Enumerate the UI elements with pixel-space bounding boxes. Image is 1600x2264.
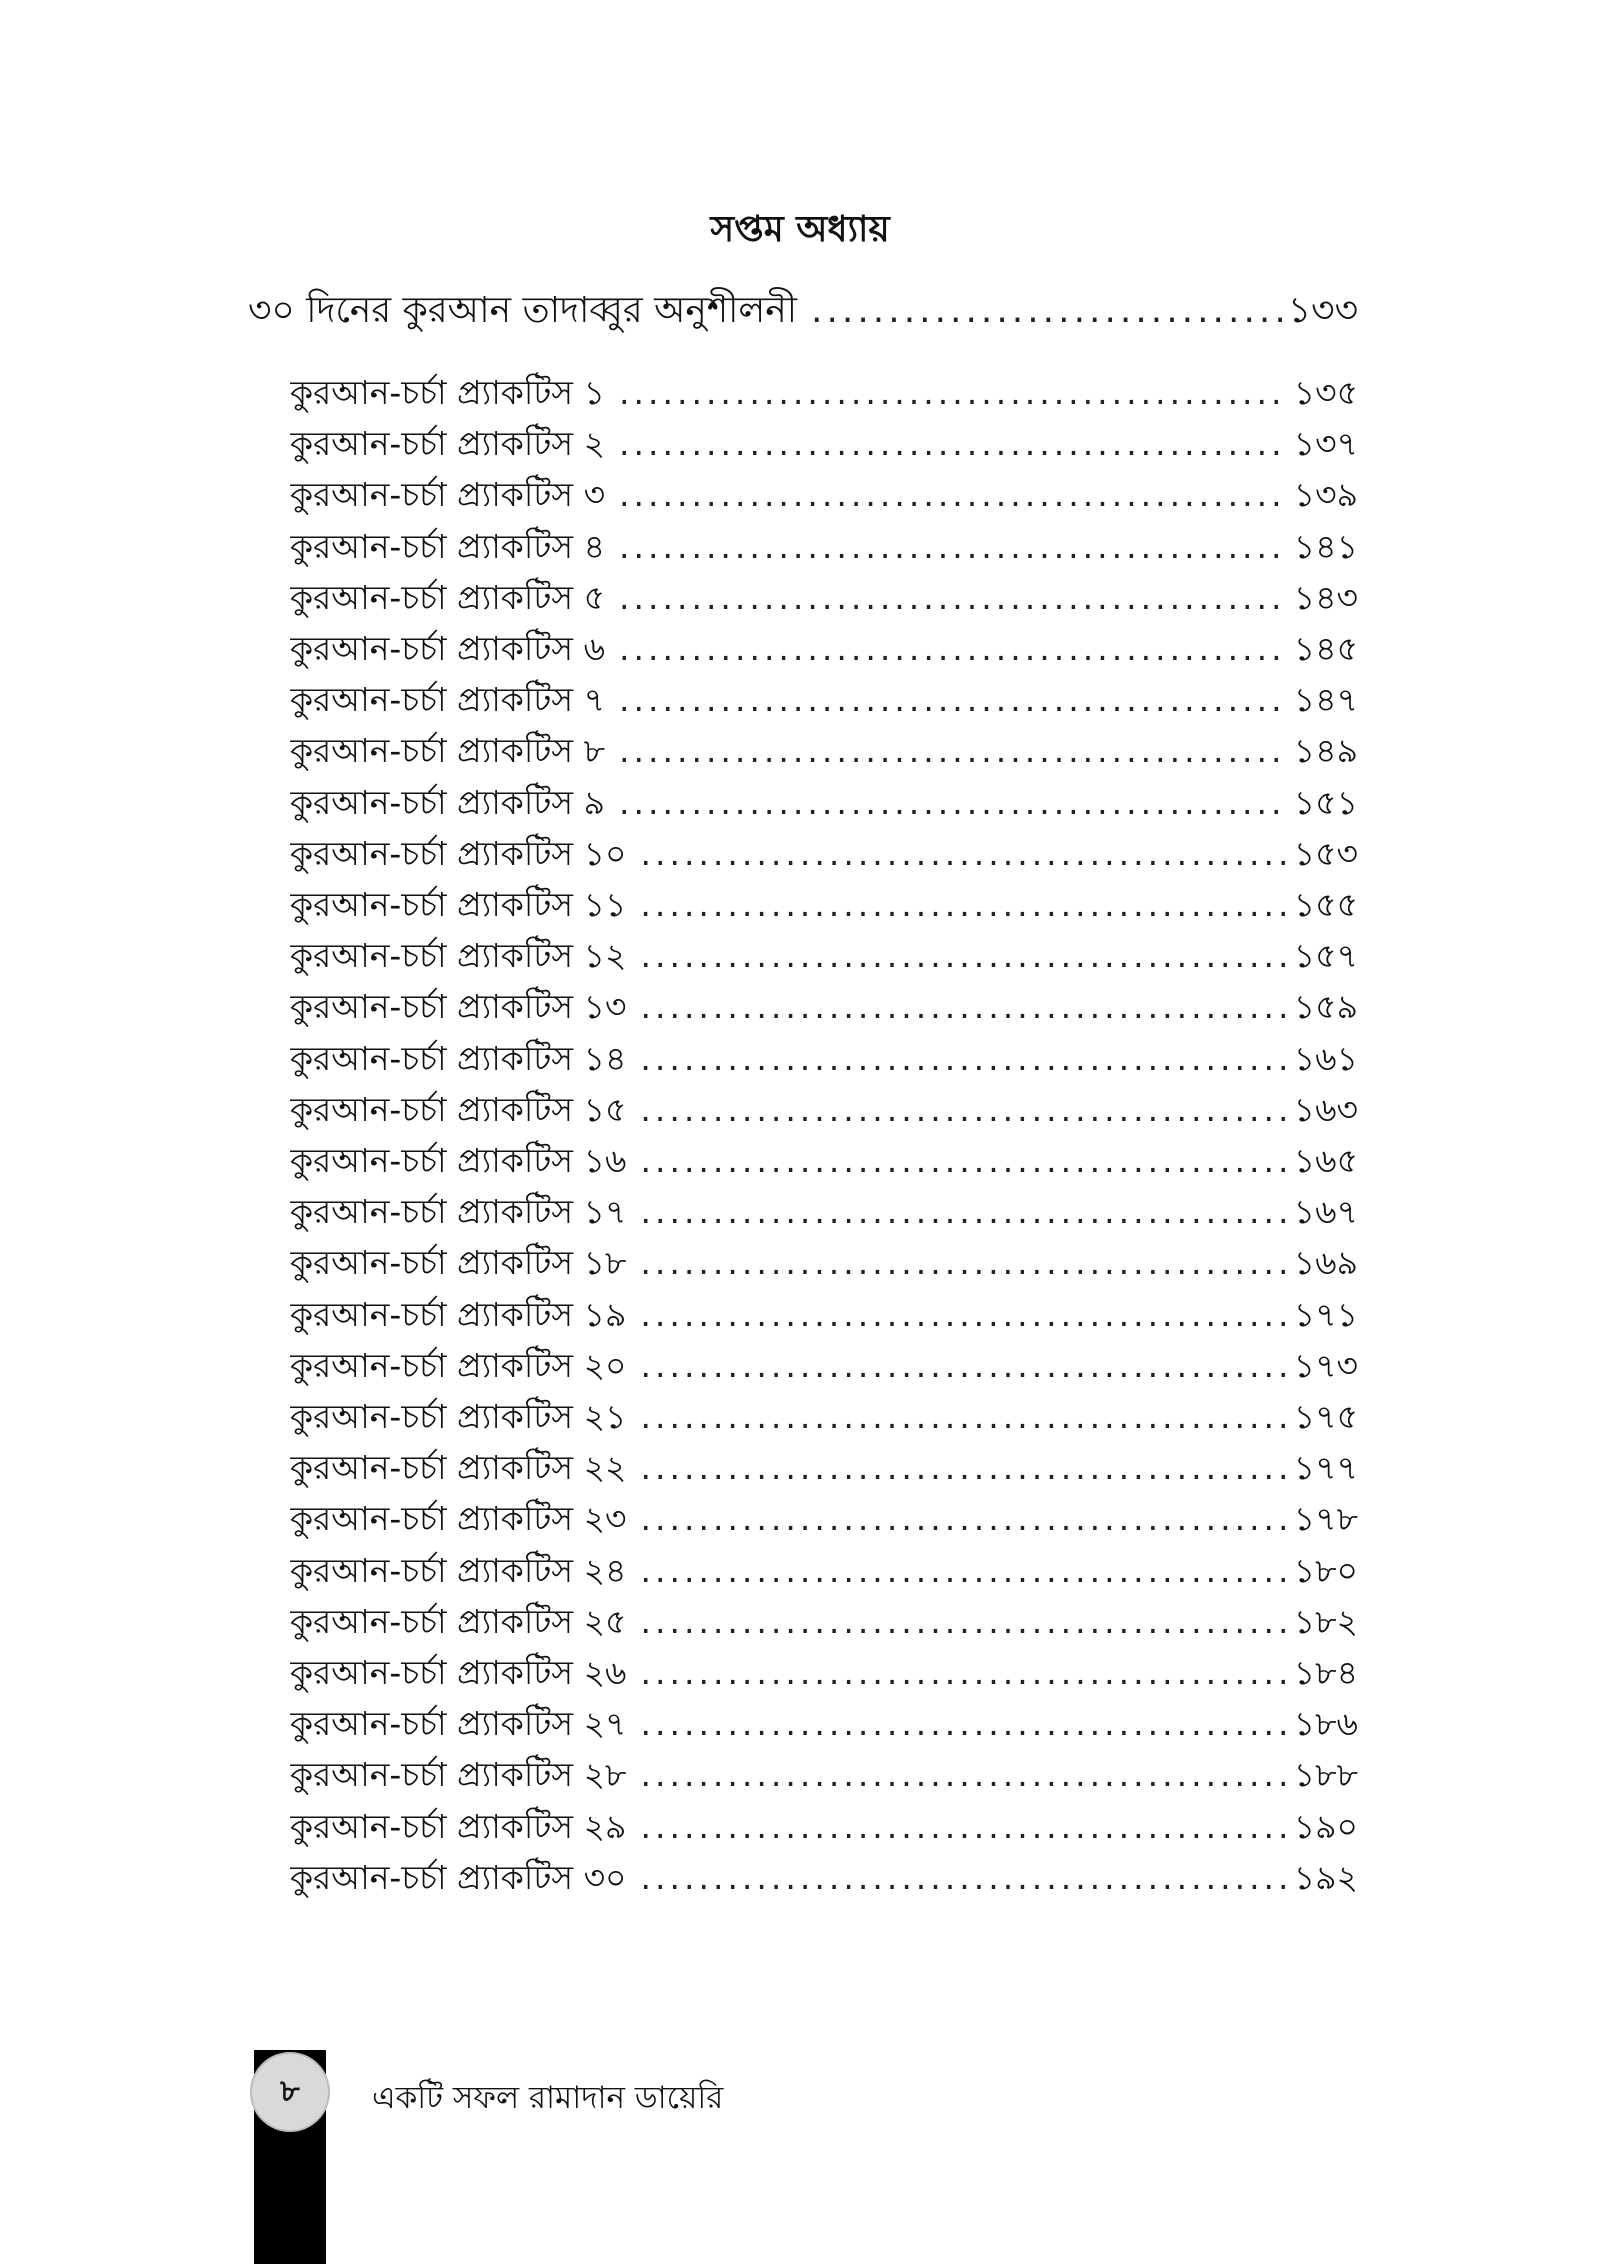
toc-entry [290,573,1358,623]
toc-entry-page: ১৪৩ [1293,578,1358,617]
toc-entry-page: ১৬৭ [1293,1192,1358,1231]
toc-entry-title: কুরআন-চর্চা প্র্যাকটিস ৬ [290,629,606,668]
toc-entry [290,1136,1358,1186]
toc-entry [290,726,1358,776]
dot-leader [641,1699,1288,1749]
toc-entry-page: ১৮২ [1293,1602,1358,1641]
dot-leader [641,1341,1288,1391]
page-number: ৮ [280,2073,300,2109]
toc-entry [290,1392,1358,1442]
toc-entry-title: কুরআন-চর্চা প্র্যাকটিস ৫ [290,578,605,617]
toc-entry-title: কুরআন-চর্চা প্র্যাকটিস ৩ [290,475,606,514]
toc-entry-page: ১৪৫ [1293,629,1358,668]
toc-entry-title: কুরআন-চর্চা প্র্যাকটিস ১৩ [290,987,627,1026]
toc-entry-page: ১৫৭ [1293,936,1358,975]
toc-entry-page: ১৩৫ [1293,373,1358,412]
dot-leader [640,1085,1287,1135]
toc-entry [290,419,1358,469]
toc-entry-title: কুরআন-চর্চা প্র্যাকটিস ২১ [290,1397,627,1436]
toc-entry-title: কুরআন-চর্চা প্র্যাকটিস ২৪ [290,1551,627,1590]
toc-entry-page: ১৮০ [1293,1551,1358,1590]
toc-entry-page: ১৫৫ [1293,885,1358,924]
running-footer-book-title: একটি সফল রামাদান ডায়েরি [372,2080,724,2116]
toc-entry [290,470,1358,520]
dot-leader [619,726,1288,776]
toc-entry [290,982,1358,1032]
toc-entry-page: ১৬৩ [1293,1090,1358,1129]
toc-entry [290,1546,1358,1596]
toc-entry [290,1443,1358,1493]
toc-entry-page: ১৮৮ [1293,1755,1358,1794]
dot-leader [811,285,1282,337]
toc-entry-title: কুরআন-চর্চা প্র্যাকটিস ৪ [290,527,605,566]
toc-entry-page: ১৯২ [1293,1858,1358,1897]
toc-entry [290,1238,1358,1288]
toc-entry-title: কুরআন-চর্চা প্র্যাকটিস ৭ [290,680,606,719]
toc-entry-title: কুরআন-চর্চা প্র্যাকটিস ১৮ [290,1243,627,1282]
toc-entry [290,1034,1358,1084]
page-number-badge [250,2052,330,2132]
toc-entry [290,1341,1358,1391]
dot-leader [640,931,1287,981]
toc-entry-title: কুরআন-চর্চা প্র্যাকটিস ১২ [290,936,627,975]
toc-entry-page: ১৪১ [1293,527,1358,566]
toc-entry [290,675,1358,725]
toc-main-entry [248,285,1358,337]
toc-entry [290,1750,1358,1800]
toc-entry-title: কুরআন-চর্চা প্র্যাকটিস ১৭ [290,1192,627,1231]
dot-leader [640,1802,1287,1852]
toc-entry-page: ১৭৭ [1293,1448,1358,1487]
toc-main-entry-title: ৩০ দিনের কুরআন তাদাব্বুর অনুশীলনী [248,290,798,331]
toc-entry [290,522,1358,572]
dot-leader [640,1238,1287,1288]
toc-entry-title: কুরআন-চর্চা প্র্যাকটিস ১৬ [290,1141,627,1180]
toc-entry-page: ১৩৭ [1293,424,1358,463]
dot-leader [640,1750,1287,1800]
chapter-heading: সপ্তম অধ্যায় [710,209,890,250]
toc-entry-page: ১৫৯ [1293,987,1358,1026]
dot-leader [640,1290,1287,1340]
toc-entry [290,1085,1358,1135]
toc-entry [290,1597,1358,1647]
toc-entry-title: কুরআন-চর্চা প্র্যাকটিস ১৪ [290,1039,627,1078]
toc-entry-title: কুরআন-চর্চা প্র্যাকটিস ২৯ [290,1807,627,1846]
dot-leader [641,1648,1288,1698]
dot-leader [619,675,1288,725]
toc-entry-page: ১৮৪ [1293,1653,1358,1692]
dot-leader [640,1187,1287,1237]
toc-entry-title: কুরআন-চর্চা প্র্যাকটিস ২ [290,424,606,463]
dot-leader [641,1494,1288,1544]
toc-entry-page: ১৭৮ [1293,1499,1358,1538]
dot-leader [641,1853,1288,1903]
dot-leader [619,419,1288,469]
toc-entry-page: ১৫১ [1293,783,1358,822]
dot-leader [619,470,1288,520]
toc-entry-page: ১৪৯ [1293,731,1358,770]
toc-entry-title: কুরআন-চর্চা প্র্যাকটিস ২৬ [290,1653,627,1692]
dot-leader [640,1034,1287,1084]
toc-entry [290,778,1358,828]
toc-entry-page: ১৬১ [1293,1039,1358,1078]
dot-leader [619,624,1288,674]
toc-entry-page: ১৬৫ [1293,1141,1358,1180]
toc-main-entry-page: ১৩৩ [1287,290,1358,331]
toc-entry [290,931,1358,981]
toc-entry [290,1802,1358,1852]
toc-entry-title: কুরআন-চর্চা প্র্যাকটিস ২৮ [290,1755,627,1794]
toc-entry-page: ১৫৩ [1293,834,1358,873]
dot-leader [640,1597,1287,1647]
dot-leader [619,573,1288,623]
toc-entry-title: কুরআন-চর্চা প্র্যাকটিস ৮ [290,731,605,770]
toc-entry-title: কুরআন-চর্চা প্র্যাকটিস ১ [290,373,605,412]
toc-entry [290,1290,1358,1340]
toc-entry-title: কুরআন-চর্চা প্র্যাকটিস ৯ [290,783,605,822]
dot-leader [640,982,1287,1032]
toc-entry [290,368,1358,418]
toc-entry-title: কুরআন-চর্চা প্র্যাকটিস ১০ [290,834,627,873]
toc-entry-page: ১৭১ [1293,1295,1358,1334]
dot-leader [640,880,1287,930]
toc-entry-title: কুরআন-চর্চা প্র্যাকটিস ২০ [290,1346,627,1385]
toc-entry-title: কুরআন-চর্চা প্র্যাকটিস ৩০ [290,1858,627,1897]
toc-entry-page: ১৮৬ [1293,1704,1358,1743]
toc-entry-title: কুরআন-চর্চা প্র্যাকটিস ২৭ [290,1704,627,1743]
dot-leader [641,1443,1288,1493]
toc-entry [290,880,1358,930]
toc-entry-title: কুরআন-চর্চা প্র্যাকটিস ২২ [290,1448,627,1487]
toc-entry-page: ১৪৭ [1293,680,1358,719]
toc-entry-page: ১৭৫ [1293,1397,1358,1436]
dot-leader [640,1136,1287,1186]
toc-entry [290,1699,1358,1749]
dot-leader [640,1546,1287,1596]
toc-entry [290,1494,1358,1544]
toc-entry-title: কুরআন-চর্চা প্র্যাকটিস ২৫ [290,1602,627,1641]
dot-leader [619,522,1288,572]
toc-entry [290,1853,1358,1903]
dot-leader [640,829,1287,879]
toc-entry-title: কুরআন-চর্চা প্র্যাকটিস ১৯ [290,1295,627,1334]
toc-entry [290,624,1358,674]
toc-entry-title: কুরআন-চর্চা প্র্যাকটিস ২৩ [290,1499,627,1538]
dot-leader [640,1392,1287,1442]
toc-entry-page: ১৬৯ [1293,1243,1358,1282]
dot-leader [619,368,1288,418]
toc-entry-title: কুরআন-চর্চা প্র্যাকটিস ১১ [290,885,627,924]
toc-entry [290,1187,1358,1237]
toc-entry-title: কুরআন-চর্চা প্র্যাকটিস ১৫ [290,1090,627,1129]
toc-entry [290,1648,1358,1698]
dot-leader [619,778,1288,828]
toc-entry-page: ১৯০ [1293,1807,1358,1846]
toc-entry [290,829,1358,879]
toc-entry-page: ১৭৩ [1293,1346,1358,1385]
toc-entry-page: ১৩৯ [1293,475,1358,514]
